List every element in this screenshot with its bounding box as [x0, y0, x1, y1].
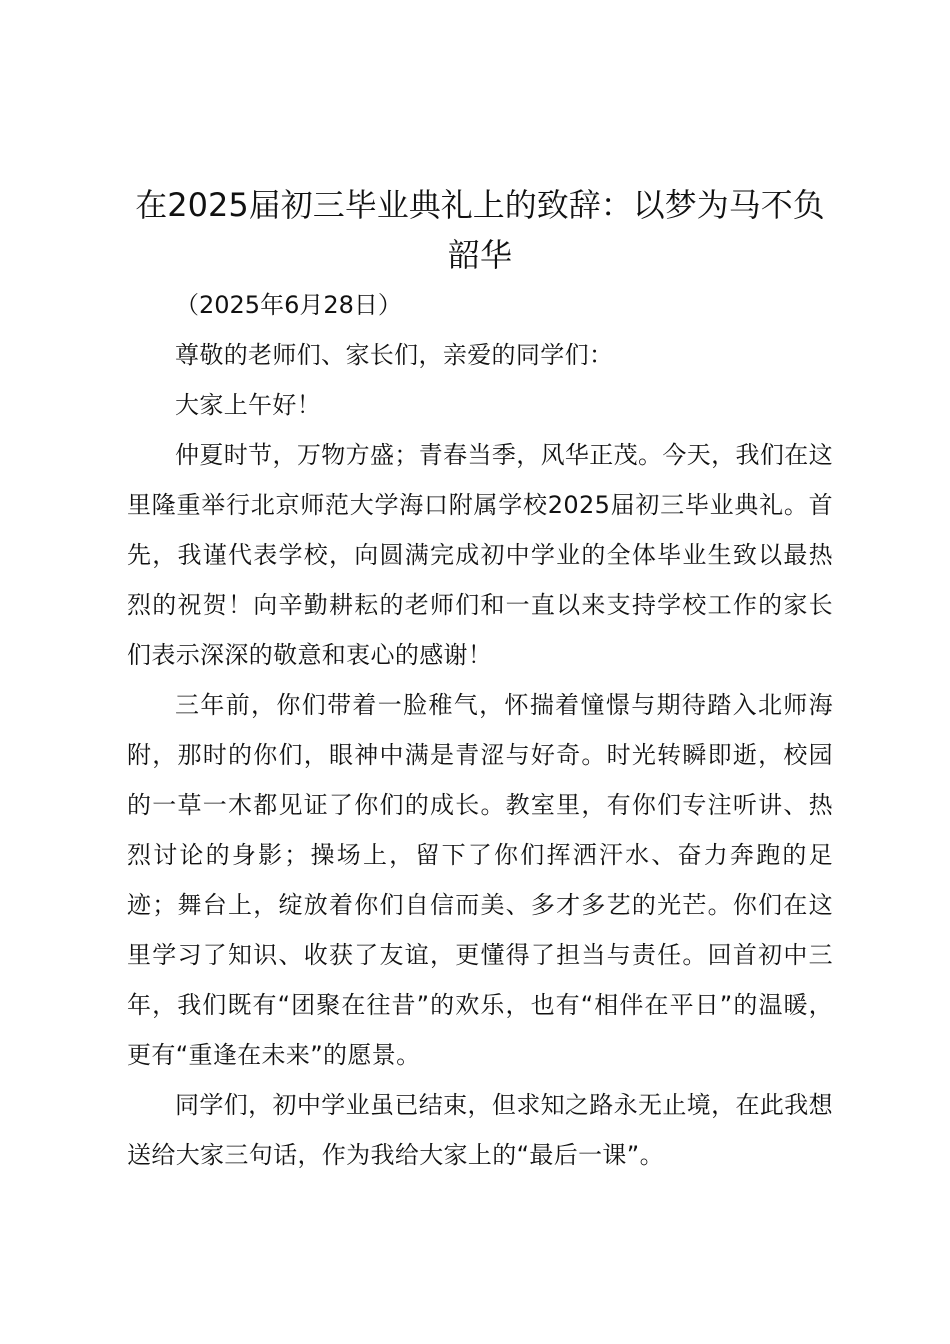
body-paragraph-1: 仲夏时节，万物方盛；青春当季，风华正茂。今天，我们在这里隆重举行北京师范大学海口附属学校2025届初三毕业典礼。首先，我谨代表学校，向圆满完成初中学业的全体毕业生致以最热烈的祝贺！向辛勤耕耘的老师们和一直以来支持学校工作的家长们表示深深的敬意和衷心的感谢！: [127, 441, 833, 669]
body-paragraph-2: 三年前，你们带着一脸稚气，怀揣着憧憬与期待踏入北师海附，那时的你们，眼神中满是青涩与好奇。时光转瞬即逝，校园的一草一木都见证了你们的成长。教室里，有你们专注听讲、热烈讨论的身影；操场上，留下了你们挥洒汗水、奋力奔跑的足迹；舞台上，绽放着你们自信而美、多才多艺的光芒。你们在这里学习了知识、收获了友谊，更懂得了担当与责任。回首初中三年，我们既有“团聚在往昔”的欢乐，也有“相伴在平日”的温暖，更有“重逢在未来”的愿景。: [127, 691, 833, 1069]
body-paragraph-3: 同学们，初中学业虽已结束，但求知之路永无止境，在此我想送给大家三句话，作为我给大家上的“最后一课”。: [127, 1091, 833, 1169]
speech-date: （2025年6月28日）: [175, 291, 402, 319]
greeting: 大家上午好！: [175, 391, 322, 419]
salutation: 尊敬的老师们、家长们，亲爱的同学们：: [175, 341, 614, 369]
document-title: 在2025届初三毕业典礼上的致辞：以梦为马不负韶华: [135, 186, 825, 274]
document-page: [127, 180, 833, 1180]
